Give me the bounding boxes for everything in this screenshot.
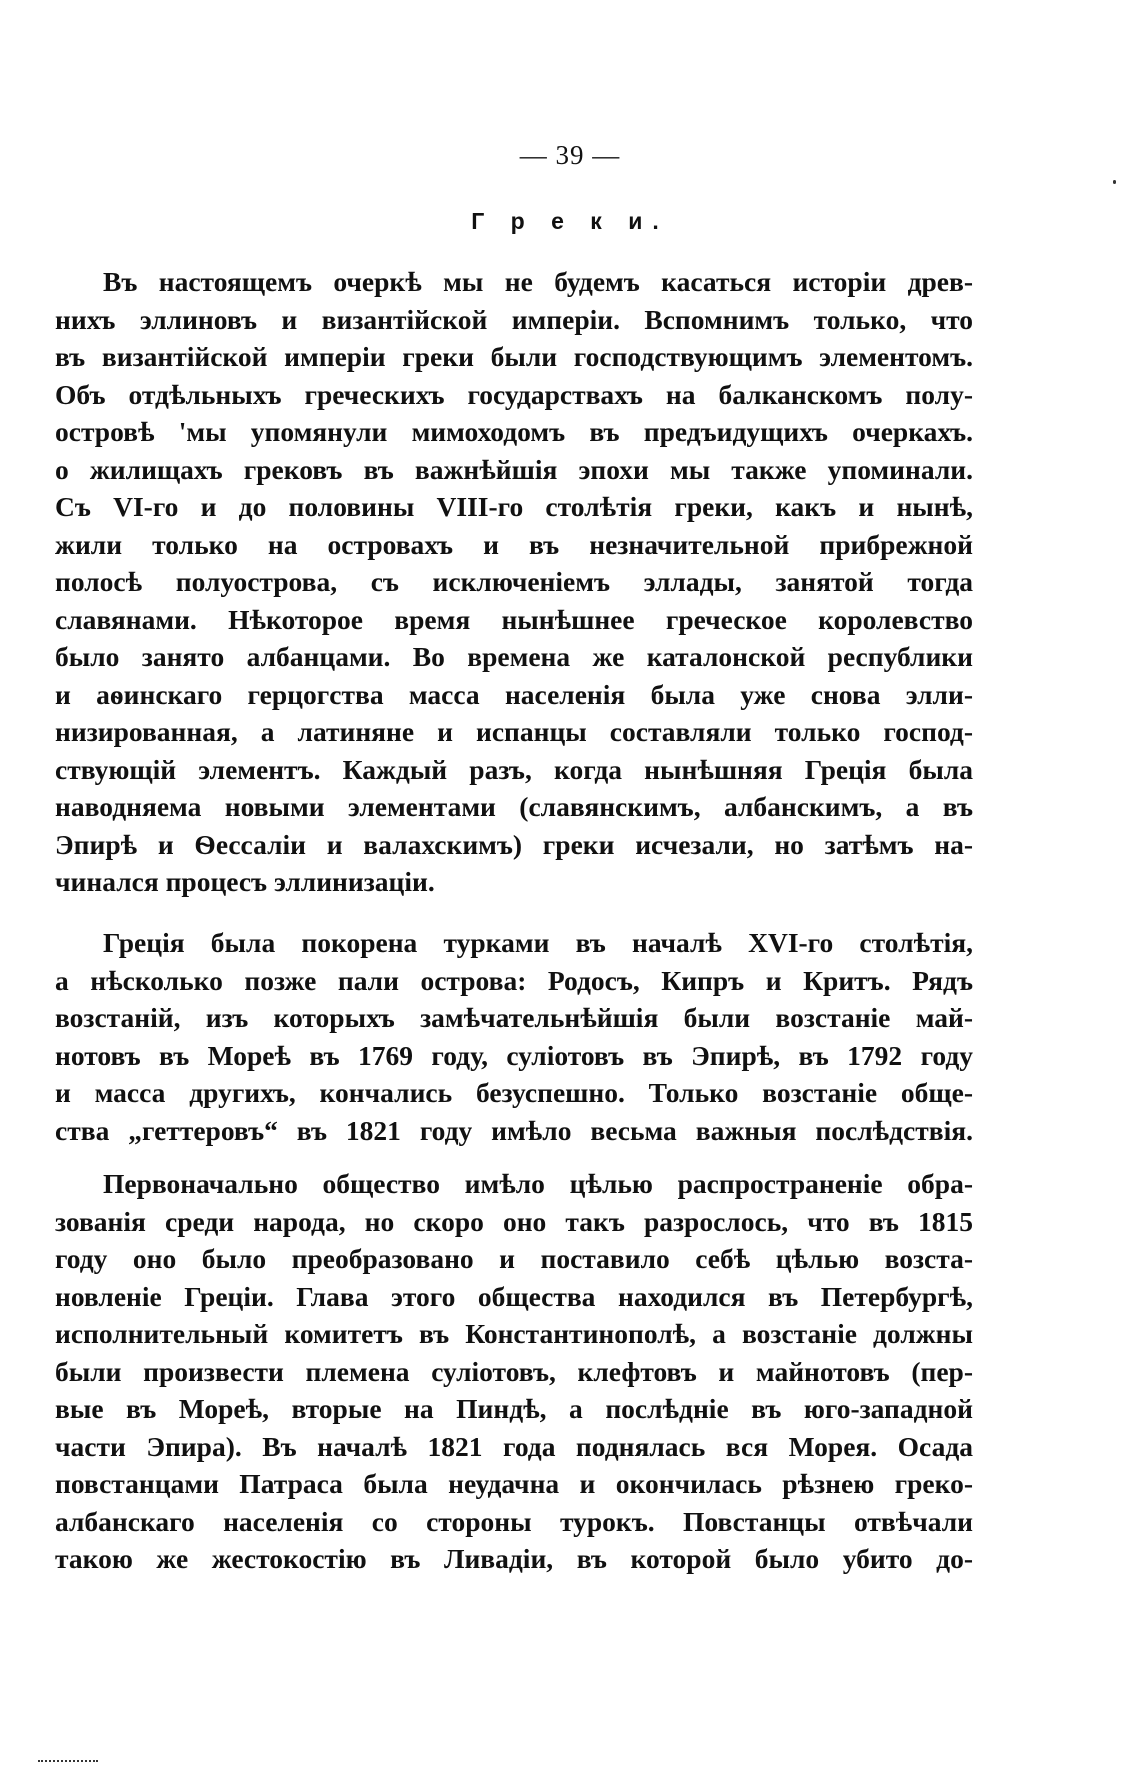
text-line: такою же жестокостію въ Ливадіи, въ которой было убито до- xyxy=(55,1543,973,1574)
text-line: Греція была покорена турками въ началѣ XVI-го столѣтія, xyxy=(103,927,973,958)
text-line: возстаній, изъ которыхъ замѣчательнѣйшія были возстаніе май- xyxy=(55,1002,973,1033)
text-line: въ византійской имперіи греки были господствующимъ элементомъ. xyxy=(55,341,973,372)
text-line: Эпирѣ и Ѳессаліи и валахскимъ) греки исчезали, но затѣмъ на- xyxy=(55,828,973,860)
text-line: полосѣ полуострова, съ исключеніемъ эллады, занятой тогда xyxy=(55,566,973,597)
text-line: ствующій элементъ. Каждый разъ, когда нынѣшняя Греція была xyxy=(55,753,973,785)
text-line: части Эпира). Въ началѣ 1821 года поднялась вся Морея. Осада xyxy=(55,1430,973,1462)
text-line: Первоначально общество имѣло цѣлью распространеніе обра- xyxy=(103,1168,973,1199)
text-line: новленіе Греціи. Глава этого общества находился въ Петербургѣ, xyxy=(55,1280,973,1312)
text-line: повстанцами Патраса была неудачна и окончилась рѣзнею греко- xyxy=(55,1468,973,1499)
text-line: Въ настоящемъ очеркѣ мы не будемъ касаться исторіи древ- xyxy=(103,266,973,297)
text-line: году оно было преобразовано и поставило себѣ цѣлью возста- xyxy=(55,1243,973,1274)
text-line: ства „геттеровъ“ въ 1821 году имѣло весьма важныя послѣдствія. xyxy=(55,1114,973,1146)
text-line: было занято албанцами. Во времена же каталонской республики xyxy=(55,641,973,672)
text-line: вые въ Мореѣ, вторые на Пиндѣ, а послѣдніе въ юго-западной xyxy=(55,1393,973,1424)
text-line: нихъ эллиновъ и византійской имперіи. Вспомнимъ только, что xyxy=(55,303,973,335)
paragraph-1 xyxy=(55,263,973,901)
print-mark xyxy=(38,1760,98,1765)
text-line: исполнительный комитетъ въ Константинополѣ, а возстаніе должны xyxy=(55,1318,973,1349)
text-line: наводняема новыми элементами (славянскимъ, албанскимъ, а въ xyxy=(55,791,973,822)
text-line: нотовъ въ Мореѣ въ 1769 году, суліотовъ въ Эпирѣ, въ 1792 году xyxy=(55,1039,973,1071)
section-title: Г р е к и. xyxy=(471,208,669,234)
text-line: албанскаго населенія со стороны турокъ. Повстанцы отвѣчали xyxy=(55,1505,973,1537)
ink-speck xyxy=(1113,180,1116,184)
text-line: низированная, а латиняне и испанцы составляли только господ- xyxy=(55,716,973,747)
text-line: а нѣсколько позже пали острова: Родосъ, Кипръ и Критъ. Рядъ xyxy=(55,964,973,996)
text-line: славянами. Нѣкоторое время нынѣшнее греческое королевство xyxy=(55,603,973,635)
text-line: зованія среди народа, но скоро оно такъ разрослось, что въ 1815 xyxy=(55,1205,973,1237)
paragraph-3 xyxy=(55,1165,973,1578)
text-line: Съ VI-го и до половины VIII-го столѣтія греки, какъ и нынѣ, xyxy=(55,491,973,522)
text-line: о жилищахъ грековъ въ важнѣйшія эпохи мы также упоминали. xyxy=(55,453,973,485)
text-line: Объ отдѣльныхъ греческихъ государствахъ на балканскомъ полу- xyxy=(55,378,973,410)
text-line: жили только на островахъ и въ незначительной прибрежной xyxy=(55,528,973,560)
text-line: чинался процесъ эллинизаціи. xyxy=(55,866,435,897)
page-number: — 39 — xyxy=(519,140,621,170)
text-line: были произвести племена суліотовъ, клефтовъ и майнотовъ (пер- xyxy=(55,1355,973,1387)
paragraph-2 xyxy=(55,924,973,1149)
text-line: и масса другихъ, кончались безуспешно. Только возстаніе обще- xyxy=(55,1077,973,1108)
text-line: островѣ 'мы упомянули мимоходомъ въ предъидущихъ очеркахъ. xyxy=(55,416,973,447)
text-line: и аѳинскаго герцогства масса населенія была уже снова элли- xyxy=(55,678,973,710)
